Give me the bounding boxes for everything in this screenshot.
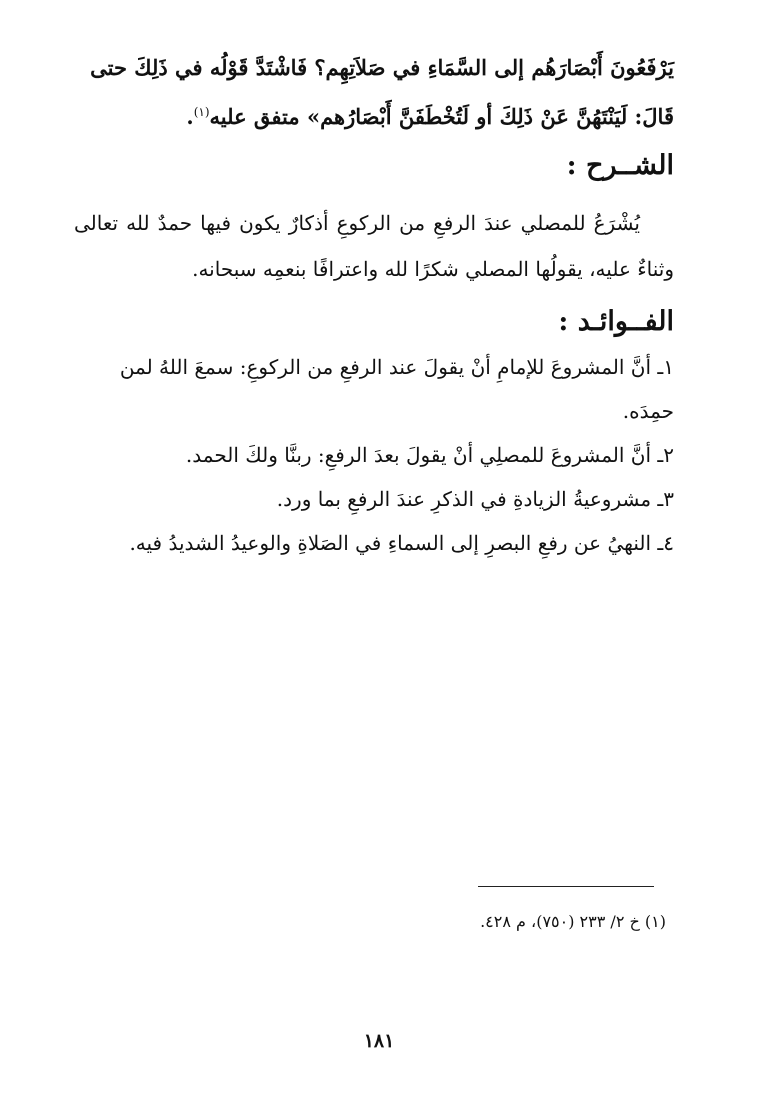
- sharh-paragraph: يُشْرَعُ للمصلي عندَ الرفعِ من الركوعِ أذكارٌ يكون فيها حمدٌ لله تعالى وثناءٌ عليه، يقولُها المصلي شكرًا لله واعترافًا بنعمِه سبحانه.: [74, 211, 674, 281]
- page-number: ١٨١: [363, 1030, 395, 1052]
- list-item: ٢ـ أنَّ المشروعَ للمصلِي أنْ يقولَ بعدَ الرفعِ: ربنَّا ولكَ الحمد.: [185, 443, 674, 467]
- hadith-body: يَرْفَعُونَ أَبْصَارَهُم إلى السَّمَاءِ في صَلاَتِهِم؟ فَاشْتَدَّ قَوْلُه في ذَلِكَ حتى قَالَ: لَيَنْتَهُنَّ عَنْ ذَلِكَ أو لَتُخْطَفَنَّ أَبْصَارُهم» متفق عليه: [90, 55, 674, 129]
- footnote-marker: (١): [193, 105, 210, 119]
- hadith-text: [74, 46, 674, 139]
- footnote: (١) خ ٢/ ٢٣٣ (٧٥٠)، م ٤٢٨.: [480, 912, 666, 931]
- list-item: ٣ـ مشروعيةُ الزيادةِ في الذكرِ عندَ الرفعِ بما ورد.: [276, 487, 674, 511]
- footnote-divider: [478, 886, 654, 887]
- fawaid-heading: الفــوائـد :: [558, 306, 674, 337]
- list-item: ٤ـ النهيُ عن رفعِ البصرِ إلى السماءِ في الصَلاةِ والوعيدُ الشديدُ فيه.: [129, 531, 674, 555]
- list-item: ١ـ أنَّ المشروعَ للإمامِ أنْ يقولَ عند الرفعِ من الركوعِ: سمعَ اللهُ لمن حمِدَه.: [119, 355, 674, 423]
- sharh-heading: الشــرح :: [566, 150, 674, 181]
- hadith-end: .: [186, 104, 194, 129]
- fawaid-list: [74, 345, 674, 565]
